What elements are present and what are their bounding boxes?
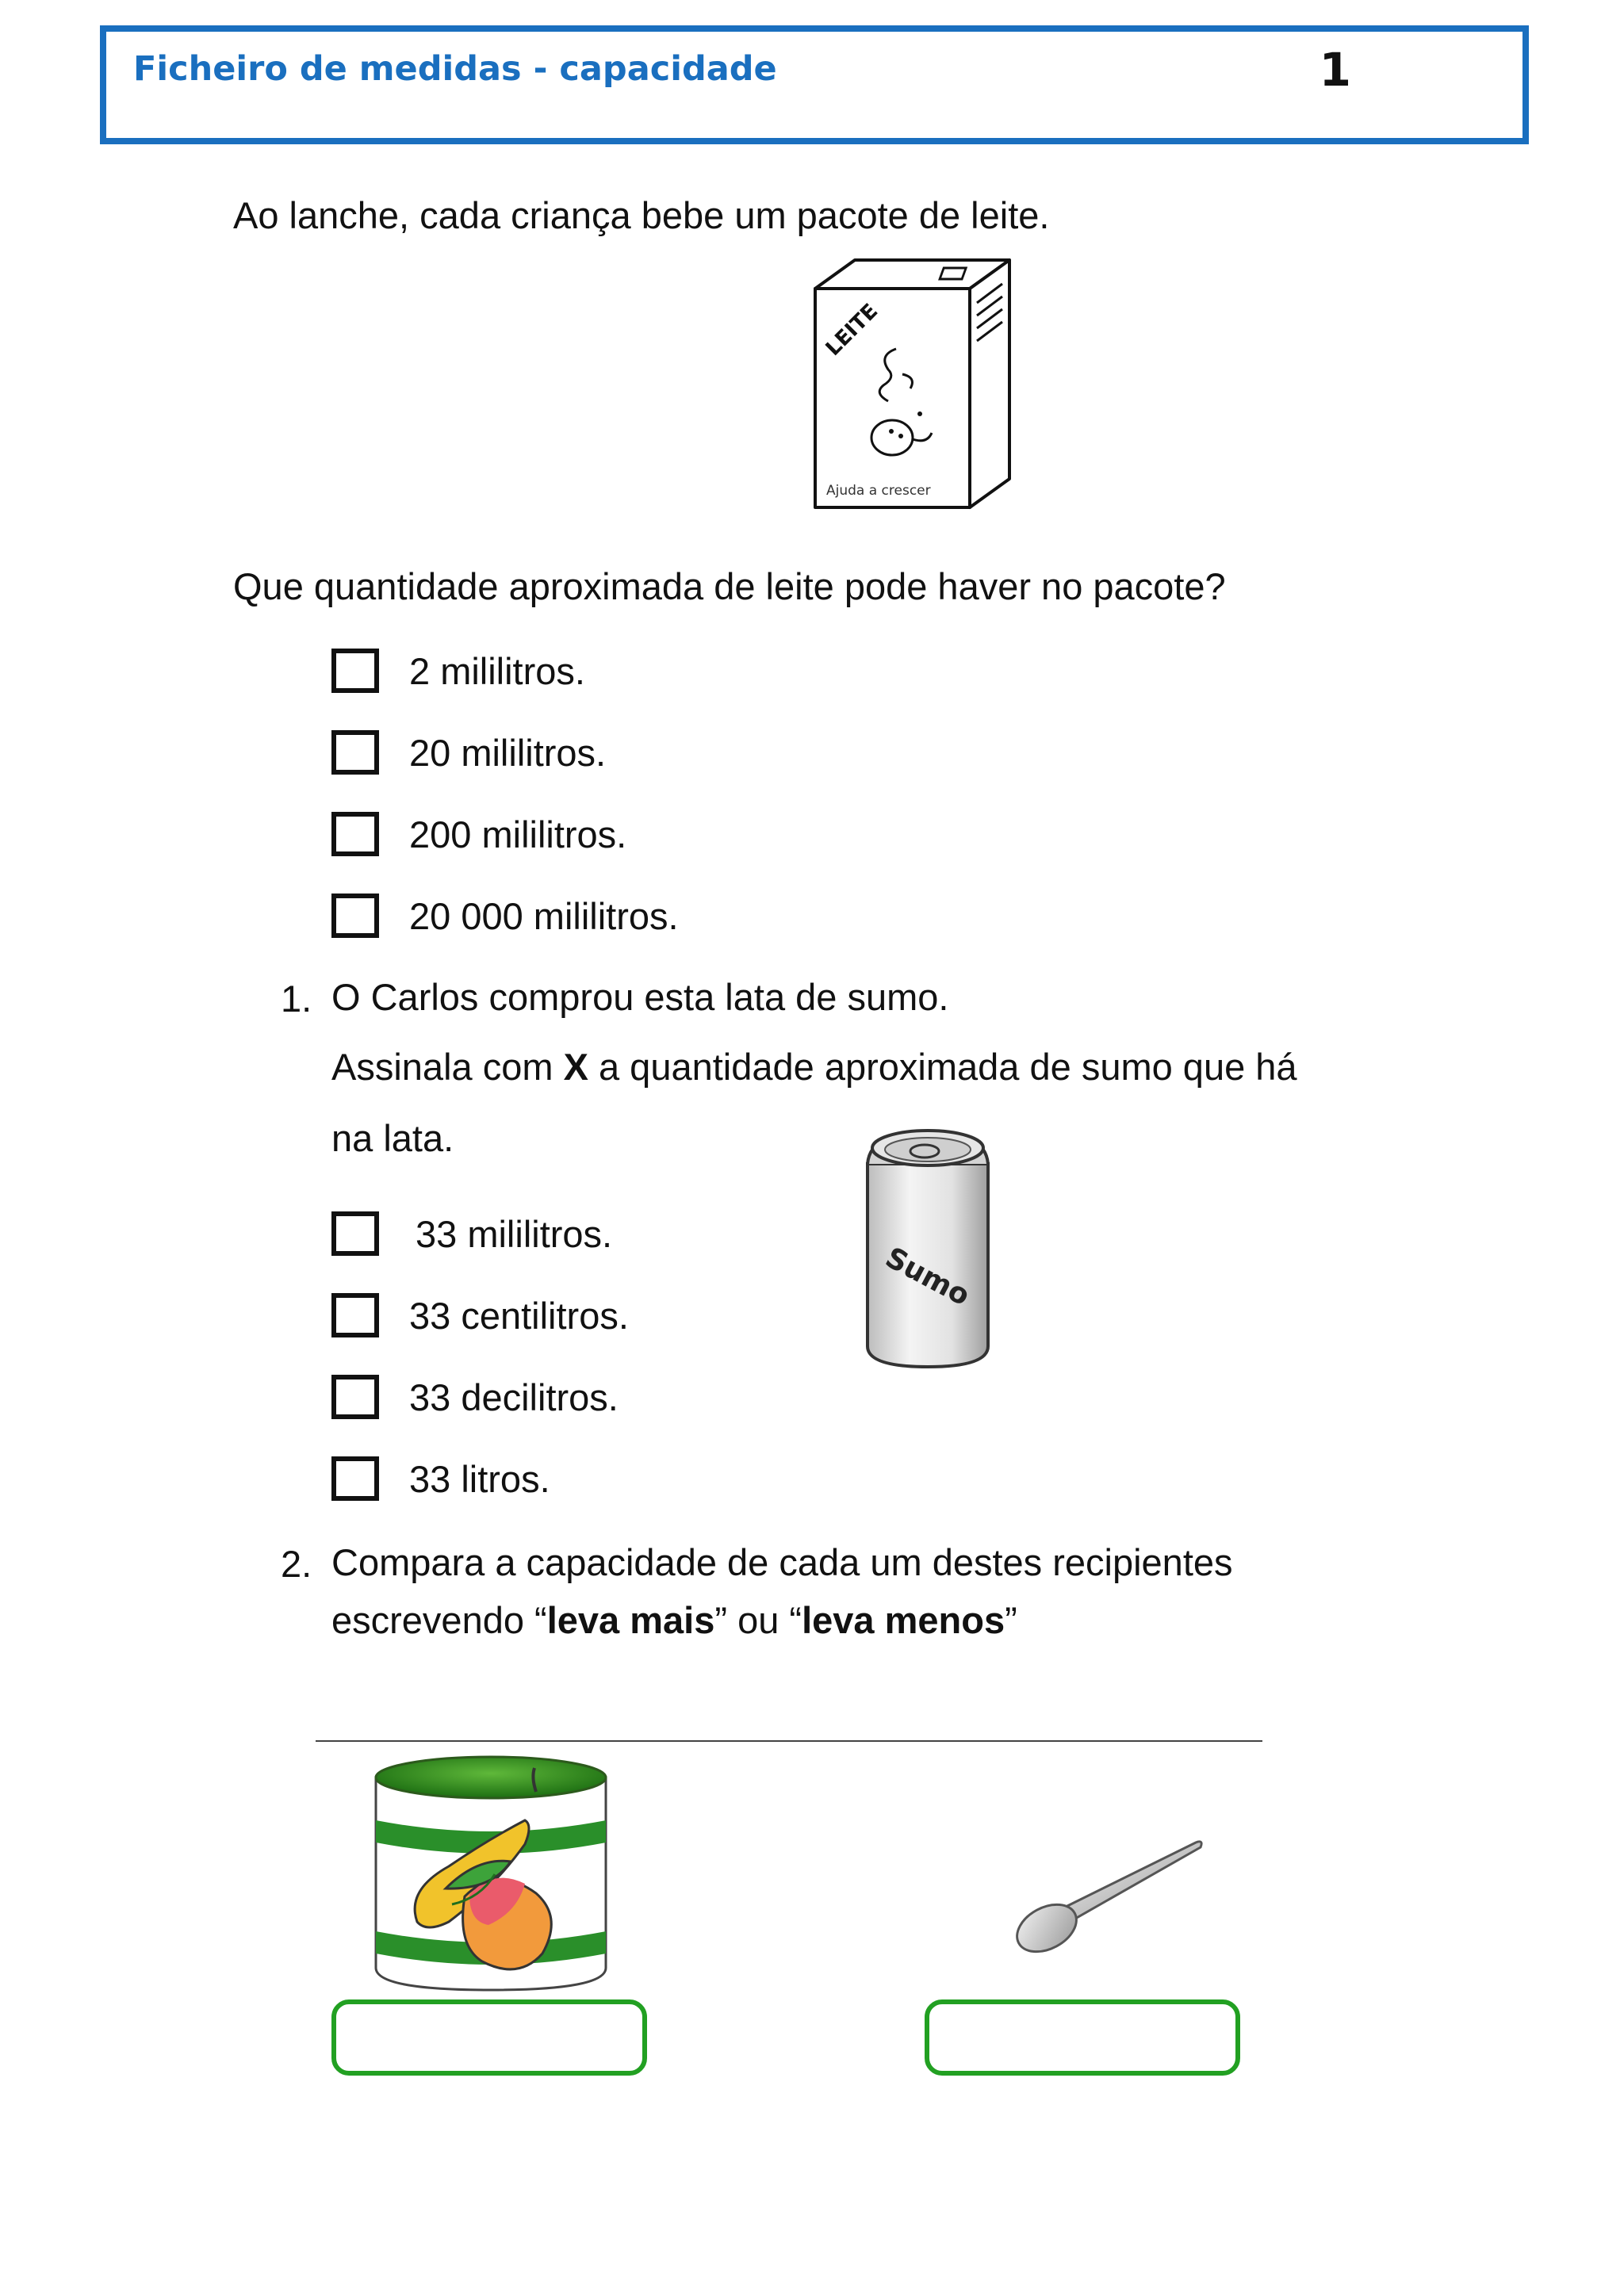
milk-option-3[interactable] — [331, 812, 626, 856]
item-1-line-1: O Carlos comprou esta lata de sumo. — [331, 976, 949, 1018]
checkbox[interactable] — [331, 812, 379, 856]
option-label: 200 mililitros. — [409, 813, 627, 855]
mark-x: X — [563, 1046, 588, 1088]
option-label: 33 centilitros. — [409, 1294, 629, 1337]
option-label: 33 mililitros. — [416, 1212, 613, 1255]
answer-box-spoon[interactable] — [925, 1999, 1240, 2076]
option-label: 20 000 mililitros. — [409, 894, 679, 937]
option-label: 33 litros. — [409, 1457, 550, 1500]
item-2-line-1: Compara a capacidade de cada um destes recipientes — [331, 1541, 1233, 1583]
fruit-tin-illustration — [370, 1755, 612, 1995]
milk-option-4[interactable] — [331, 894, 679, 938]
intro-text: Ao lanche, cada criança bebe um pacote de leite. — [233, 194, 1050, 236]
can-option-3[interactable] — [331, 1375, 619, 1419]
checkbox[interactable] — [331, 649, 379, 693]
spoon-illustration — [1009, 1836, 1207, 1963]
item-1-line-3: na lata. — [331, 1117, 454, 1159]
item-1-line-2: Assinala com X a quantidade aproximada de sumo que há — [331, 1046, 1297, 1088]
checkbox[interactable] — [331, 894, 379, 938]
header-title: Ficheiro de medidas - capacidade — [133, 49, 777, 89]
worksheet-header — [100, 25, 1529, 144]
carton-slogan: Ajuda a crescer — [826, 483, 931, 499]
page-number: 1 — [1319, 43, 1351, 97]
question-1-text: Que quantidade aproximada de leite pode haver no pacote? — [233, 565, 1226, 607]
option-label: 2 mililitros. — [409, 649, 585, 692]
can-option-2[interactable] — [331, 1293, 629, 1337]
milk-carton-illustration — [809, 255, 1015, 517]
option-label: 20 mililitros. — [409, 731, 607, 774]
leva-mais-label: leva mais — [546, 1599, 715, 1641]
soda-can-illustration — [861, 1124, 994, 1372]
milk-option-2[interactable] — [331, 730, 606, 775]
checkbox[interactable] — [331, 1375, 379, 1419]
milk-option-1[interactable] — [331, 649, 585, 693]
checkbox[interactable] — [331, 730, 379, 775]
divider-line — [316, 1740, 1262, 1742]
carton-brand: LEITE — [821, 299, 883, 361]
checkbox[interactable] — [331, 1211, 379, 1256]
can-option-4[interactable] — [331, 1456, 550, 1501]
can-label: Sumo — [879, 1241, 975, 1313]
item-1-number: 1. — [281, 978, 312, 1020]
checkbox[interactable] — [331, 1456, 379, 1501]
item-2-line-2: escrevendo “leva mais” ou “leva menos” — [331, 1599, 1017, 1641]
option-label: 33 decilitros. — [409, 1376, 619, 1418]
leva-menos-label: leva menos — [802, 1599, 1005, 1641]
checkbox[interactable] — [331, 1293, 379, 1337]
can-option-1[interactable] — [331, 1211, 612, 1256]
item-2-number: 2. — [281, 1543, 312, 1585]
answer-box-tin[interactable] — [331, 1999, 647, 2076]
